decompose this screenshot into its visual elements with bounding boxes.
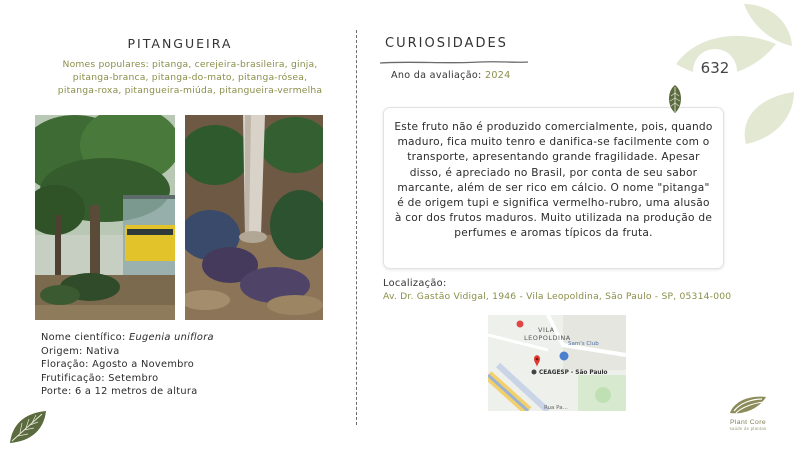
brand-name: Plant Core [729,419,767,426]
curiosities-title: CURIOSIDADES [385,36,508,51]
map-neighborhood-label: VILA [538,326,555,334]
origin-row: Origem: Nativa [41,345,120,357]
popular-names [34,58,346,97]
location-address[interactable]: Av. Dr. Gastão Vidigal, 1946 - Vila Leopoldina, São Paulo - SP, 05314-000 [383,291,732,302]
evaluation-number-badge: 632 [700,59,730,77]
location-label: Localização: [383,278,447,289]
flowering-row: Floração: Agosto a Novembro [41,359,195,371]
fruiting-row: Frutificação: Setembro [41,372,159,384]
scientific-name-row [41,331,214,345]
size-row: Porte: 6 a 12 metros de altura [41,386,198,398]
column-divider [356,30,357,425]
plant-facts [41,331,214,399]
title-underline [380,52,528,71]
map-pin-label: CEAGESP - São Paulo [539,370,608,376]
plant-name-title: PITANGUEIRA [127,36,233,51]
curiosities-text: Este fruto não é produzido comercialmente, pois, quando maduro, fica muito tenro e danifica-se facilmente com o transporte, apresentando grande fragilidade. Apesar disso, é apreciado no Brasil, por conta de seu sabor marcante, além de ser rico em cálcio. O nome "pitanga" é de origem tupi e significa vermelho-rubro, uma alusão à cor dos frutos maduros. Muito utilizada na produção de perfumes e aromas típicos da fruta. [394,121,713,240]
leaf-icon [8,409,48,445]
map-poi-label: Sam's Club [568,341,599,347]
popular-names-line: pitanga-branca, pitanga-do-mato, pitanga-rósea, [72,72,308,83]
scientific-name: Eugenia uniflora [129,332,214,343]
scientific-name-label: Nome científico: [41,332,126,343]
popular-names-line: pitanga-roxa, pitangueira-miúda, pitangueira-vermelha [57,85,323,96]
trunk-photo [185,115,323,320]
location-map[interactable] [488,315,626,411]
leaf-icon [664,84,686,114]
brand-logo [720,393,776,433]
map-street-label: Rua Pa... [544,405,568,411]
popular-names-line: Nomes populares: pitanga, cerejeira-brasileira, ginja, [62,59,318,70]
evaluation-label: Ano da avaliação: [391,70,482,81]
decorative-leaves-icon [668,0,800,150]
evaluation-year [391,70,511,81]
plant-core-leaf-icon [726,393,770,417]
brand-tagline: saúde de plantas [729,426,767,431]
evaluation-year-value: 2024 [484,70,511,81]
map-neighborhood-label: LEOPOLDINA [524,334,571,342]
tree-photo [35,115,175,320]
